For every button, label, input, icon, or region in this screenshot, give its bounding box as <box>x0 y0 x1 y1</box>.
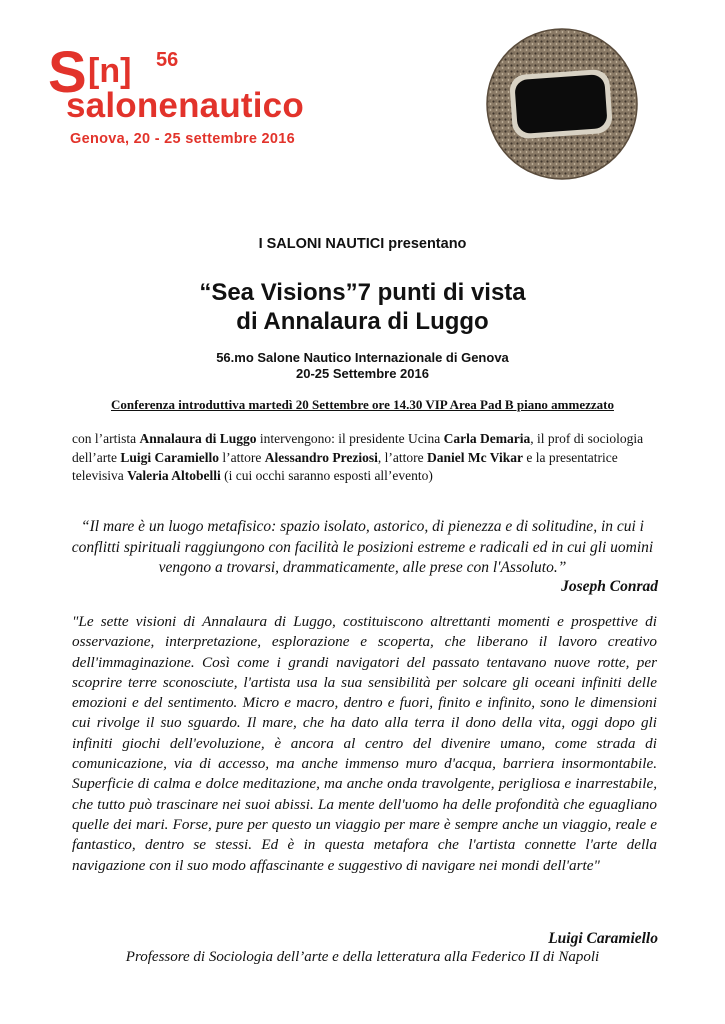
logo-letter: S <box>48 40 87 105</box>
critic-text: "Le sette visioni di Annalaura di Luggo, costituiscono altrettanti momenti e prospettive di osservazione, interpretazione, esplorazione e scoperta, che liberano il lavoro creativo dell'immaginazione. Così come i grandi navigatori del passato tentavano nuove rotte, per scoprire terre sconosciute, l'artista usa la sua sensibilità per solcare gli oceani infiniti delle emozioni e del sentimento. Micro e macro, dentro e fuori, finito e infinito, sono le dimensioni cui rivolge il suo sguardo. Il mare, che ha dato alla terra il dono della vita, oggi dopo gli infiniti giochi dell'evoluzione, è ancora al centro del divenire umano, come strada di comunicazione, via di accesso, ma anche immenso muro d'acqua, barriera insormontabile. Superficie di calma e dolce meditazione, ma anche onda travolgente, perigliosa e inarrestabile, che tutto può trascinare nei suoi abissi. La mente dell'uomo ha delle profondità che eguagliano quelle dei mari. Forse, pure per questo un viaggio per mare è sempre anche un viaggio, reale e fantastico, dentro se stessi. Ed è in questa metafora che l'artista connette l'arte della navigazione con il suo modo affascinante e suggestivo di navigare nei mondi dell'arte" <box>72 613 657 874</box>
speaker-name: Luigi Caramiello <box>120 449 219 465</box>
event-name: 56.mo Salone Nautico Internazionale di Genova <box>216 350 509 365</box>
signature-role: Professore di Sociologia dell’arte e della letteratura alla Federico II di Napoli <box>125 949 600 965</box>
salone-nautico-logo <box>48 40 333 154</box>
logo-dates: Genova, 20 - 25 settembre 2016 <box>70 131 296 147</box>
speaker-name: Alessandro Preziosi <box>264 449 378 465</box>
speakers-text: con l’artista <box>72 431 140 446</box>
event-dates: 20-25 Settembre 2016 <box>296 366 429 381</box>
title-line-1: “Sea Visions”7 punti di vista <box>199 279 526 306</box>
speakers-text: intervengono: il presidente Ucina <box>256 431 444 446</box>
conference-info: Conferenza introduttiva martedì 20 Settembre ore 14.30 VIP Area Pad B piano ammezzato <box>111 397 614 412</box>
presenter-line: I SALONI NAUTICI presentano <box>258 236 467 252</box>
conrad-quote: “Il mare è un luogo metafisico: spazio isolato, astorico, di pienezza e di solitudine, in cui i conflitti spirituali raggiungono con facilità le posizioni estreme e radicali ed in cui gli uomini vengono a trovarsi, drammaticamente, alle prese con l'Assoluto.” <box>71 518 654 576</box>
speaker-name: Carla Demaria <box>443 431 531 446</box>
speaker-name: Annalaura di Luggo <box>139 431 257 446</box>
speakers-text: e la presentatrice televisiva <box>72 449 618 483</box>
page-title <box>0 278 725 336</box>
speakers-text: , l’attore <box>377 449 427 465</box>
signature-name: Luigi Caramiello <box>548 930 658 947</box>
quote-author: Joseph Conrad <box>561 578 658 595</box>
speakers-text: , il prof di sociologia dell’arte <box>72 431 644 465</box>
speakers-paragraph <box>72 430 662 486</box>
logo-edition: 56 <box>156 49 179 71</box>
title-line-2: di Annalaura di Luggo <box>236 308 489 335</box>
speaker-name: Daniel Mc Vikar <box>426 449 523 465</box>
speakers-text: l’attore <box>218 449 265 465</box>
event-subtitle <box>0 350 725 382</box>
speaker-name: Valeria Altobelli <box>127 468 221 483</box>
logo-bracket: [n] <box>88 52 132 90</box>
artwork-image <box>486 28 638 180</box>
logo-wordmark: salonenautico <box>66 86 304 125</box>
speakers-text: (i cui occhi saranno esposti all’evento) <box>220 468 433 483</box>
